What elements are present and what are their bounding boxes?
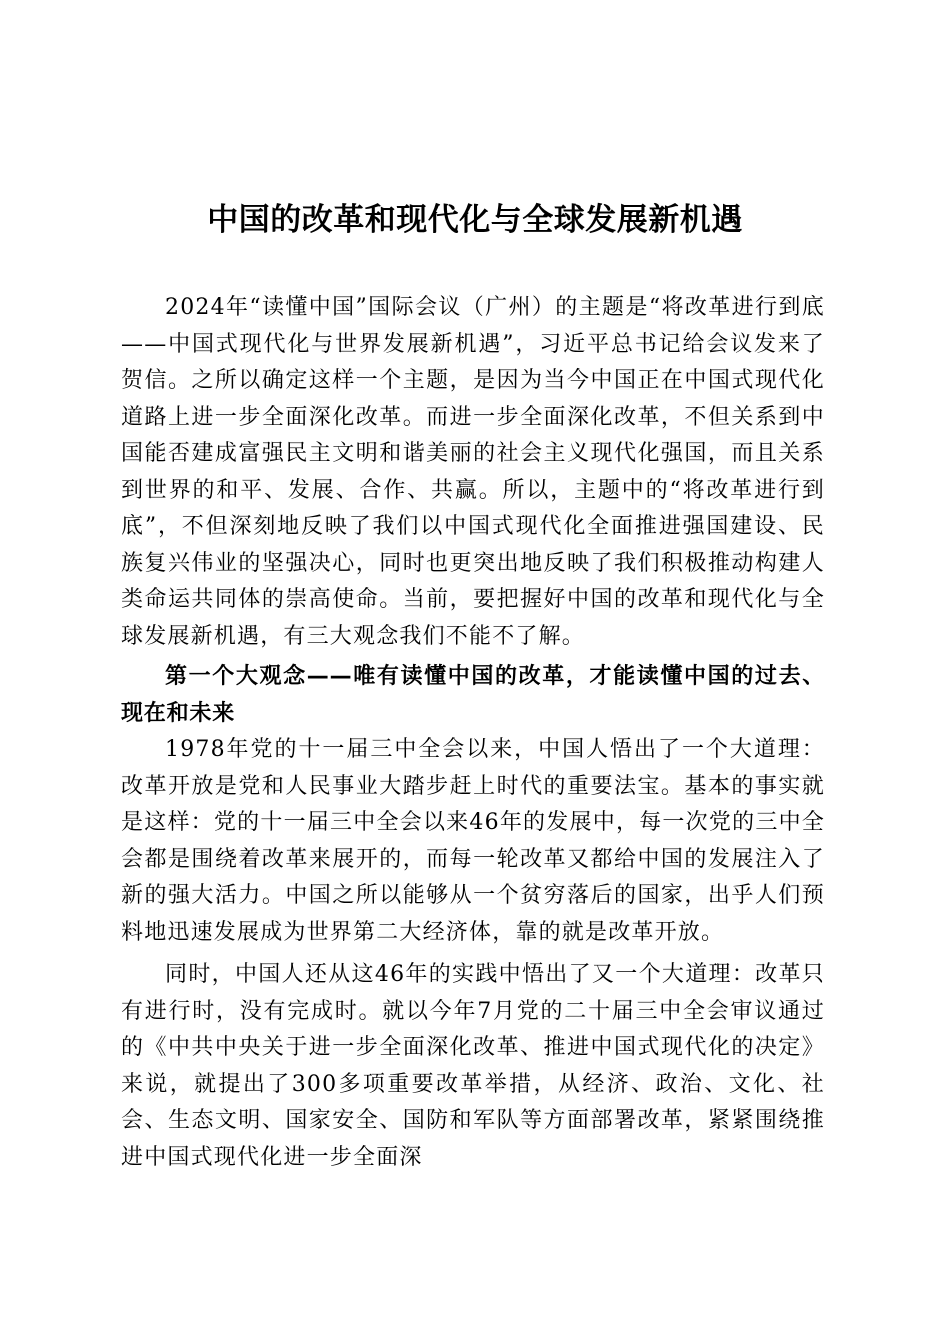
document-body — [121, 290, 825, 1176]
section-heading: 第一个大观念——唯有读懂中国的改革，才能读懂中国的过去、现在和未来 — [121, 664, 825, 726]
page-title: 中国的改革和现代化与全球发展新机遇 — [207, 202, 743, 238]
paragraph-reform-history: 1978年党的十一届三中全会以来，中国人悟出了一个大道理：改革开放是党和人民事业大踏步赶上时代的重要法宝。基本的事实就是这样：党的十一届三中全会以来46年的发展中，每一次党的三中全会都是围绕着改革来展开的，而每一轮改革又都给中国的发展注入了新的强大活力。中国之所以能够从一个贫穷落后的国家，出乎人们预料地迅速发展成为世界第二大经济体，靠的就是改革开放。 — [121, 737, 825, 945]
paragraph-intro: 2024年“读懂中国”国际会议（广州）的主题是“将改革进行到底——中国式现代化与世界发展新机遇”，习近平总书记给会议发来了贺信。之所以确定这样一个主题，是因为当今中国正在中国式现代化道路上进一步全面深化改革。而进一步全面深化改革，不但关系到中国能否建成富强民主文明和谐美丽的社会主义现代化强国，而且关系到世界的和平、发展、合作、共赢。所以，主题中的“将改革进行到底”，不但深刻地反映了我们以中国式现代化全面推进强国建设、民族复兴伟业的坚强决心，同时也更突出地反映了我们积极推动构建人类命运共同体的崇高使命。当前，要把握好中国的改革和现代化与全球发展新机遇，有三大观念我们不能不了解。 — [121, 295, 825, 649]
paragraph-reform-ongoing: 同时，中国人还从这46年的实践中悟出了又一个大道理：改革只有进行时，没有完成时。就以今年7月党的二十届三中全会审议通过的《中共中央关于进一步全面深化改革、推进中国式现代化的决定》来说，就提出了300多项重要改革举措，从经济、政治、文化、社会、生态文明、国家安全、国防和军队等方面部署改革，紧紧围绕推进中国式现代化进一步全面深 — [121, 962, 825, 1170]
